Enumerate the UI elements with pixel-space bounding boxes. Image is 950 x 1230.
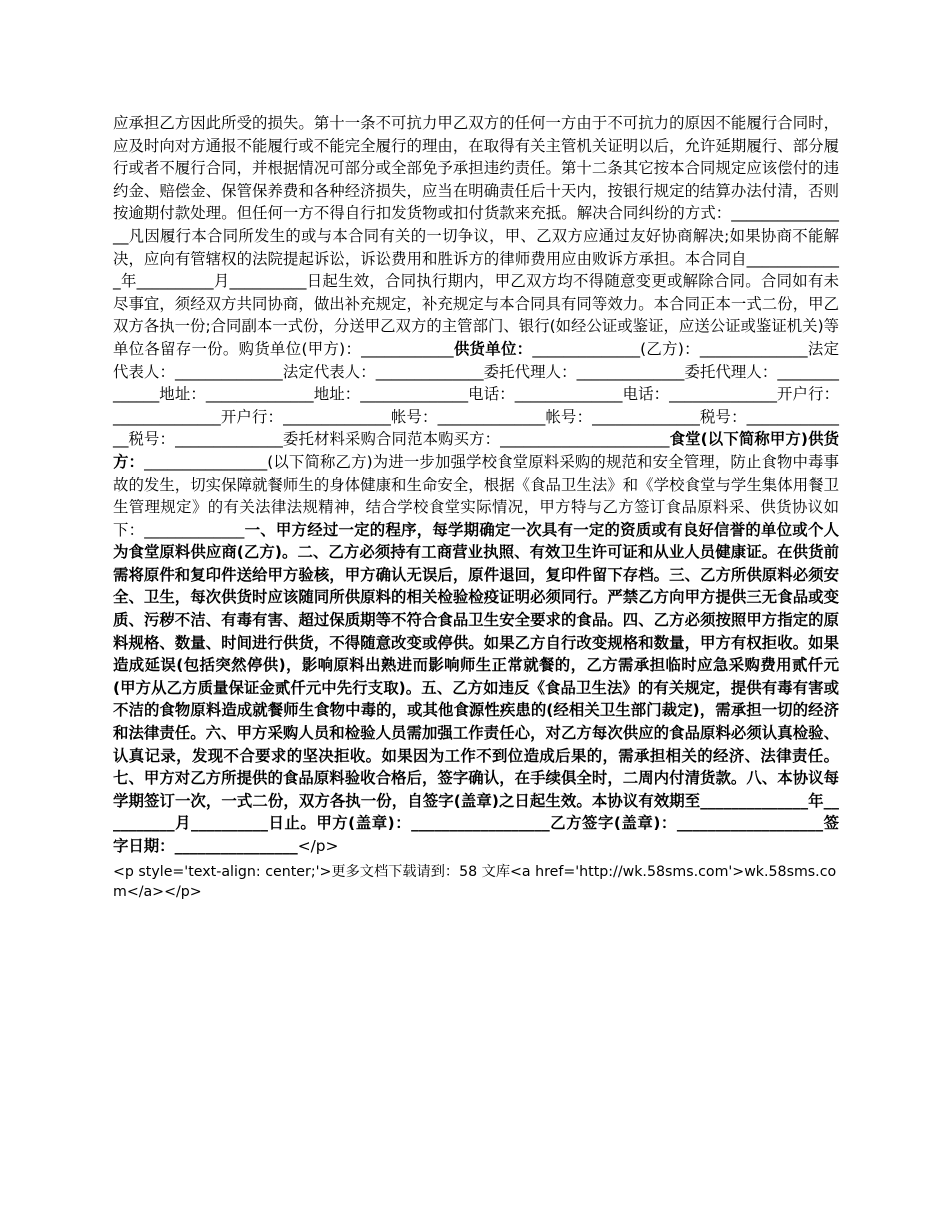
footer-raw-html-text: <p style='text-align: center;'>更多文档下载请到：58 文库<a href='http://wk.58sms.com'>wk.58sms.com</a></p> xyxy=(113,863,837,900)
body-bold-supplier-label: 供货单位： xyxy=(453,339,533,358)
document-page xyxy=(113,112,839,902)
body-text-part5: ________________(以下简称乙方)为进一步加强学校食堂原料采购的规范和安全管理，防止食物中毒事故的发生，切实保障就餐师生的身体健康和生命安全，根据《食品卫生法》和《学校食堂与学生集体用餐卫生管理规定》的有关法律法规精神，结合学校食堂实际情况，甲方特与乙方签订食品原料采、供货协议如下：_____________ xyxy=(113,452,839,539)
body-bold-agreement-terms: 一、甲方经过一定的程序，每学期确定一次具有一定的资质或有良好信誉的单位或个人为食堂原料供应商(乙方)。二、乙方必须持有工商营业执照、有效卫生许可证和从业人员健康证。在供货前需将原件和复印件送给甲方验核，甲方确认无误后，原件退回，复印件留下存档。三、乙方所供原料必须安全、卫生，每次供货时应该随同所供原料的相关检验检疫证明必须同行。严禁乙方向甲方提供三无食品或变质、污秽不洁、有毒有害、超过保质期等不符合食品卫生安全要求的食品。四、乙方必须按照甲方指定的原料规格、数量、时间进行供货，不得随意改变或停供。如果乙方自行改变规格和数量，甲方有权拒收。如果造成延误(包括突然停供)，影响原料出熟进而影响师生正常就餐的，乙方需承担临时应急采购费用贰仟元(甲方从乙方质量保证金贰仟元中先行支取)。五、乙方如违反《食品卫生法》的有关规定，提供有毒有害或不洁的食物原料造成就餐师生食物中毒的，或其他食源性疾患的(经相关卫生部门裁定)，需承担一切的经济和法律责任。六、甲方采购人员和检验人员需加强工作责任心，对乙方每次供应的食品原料必须认真检验、认真记录，发现不合要求的坚决拒收。如果因为工作不到位造成后果的，需承担相关的经济、法律责任。七、甲方对乙方所提供的食品原料验收合格后，签字确认，在手续俱全时，二周内付清货款。八、本协议每学期签订一次，一式二份，双方各执一份，自签字(盖章)之日起生效。本协议有效期至______________年__________月__________日止。甲方(盖章)：__________________乙方签字(盖章)：___________________签字日期：________________ xyxy=(113,520,839,855)
body-text-part3: ______________(乙方)：______________法定代表人：______________法定代表人：______________委托代理人：______________委托代理人：______________地址：______________地址：______________电话：______________电话：______________开户行：______________开户行：______________帐号：______________帐号：______________税号：______________税号：______________委托材料采购合同范本购买方：______________________ xyxy=(113,339,839,449)
body-bold-canteen-label: 食堂(以下简称甲方)供货方： xyxy=(113,430,839,471)
body-stray-tag: </p> xyxy=(297,837,339,855)
body-text-part1: 应承担乙方因此所受的损失。第十一条不可抗力甲乙双方的任何一方由于不可抗力的原因不能履行合同时，应及时向对方通报不能履行或不能完全履行的理由，在取得有关主管机关证明以后，允许延期履行、部分履行或者不履行合同，并根据情况可部分或全部免予承担违约责任。第十二条其它按本合同规定应该偿付的违约金、赔偿金、保管保养费和各种经济损失，应当在明确责任后十天内，按银行规定的结算办法付清，否则按逾期付款处理。但任何一方不得自行扣发货物或扣付货款来充抵。解决合同纠纷的方式：________________凡因履行本合同所发生的或与本合同有关的一切争议，甲、乙双方应通过友好协商解决;如果协商不能解决，应向有管辖权的法院提起诉讼，诉讼费用和胜诉方的律师费用应由败诉方承担。本合同自_____________年__________月__________日起生效，合同执行期内，甲乙双方均不得随意变更或解除合同。合同如有未尽事宜，须经双方共同协商，做出补充规定，补充规定与本合同具有同等效力。本合同正本一式二份，甲乙双方各执一份;合同副本一式份，分送甲乙双方的主管部门、银行(如经公证或鉴证，应送公证或鉴证机关)等单位各留存一份。购货单位(甲方)：____________ xyxy=(113,114,839,358)
document-body xyxy=(113,112,839,858)
